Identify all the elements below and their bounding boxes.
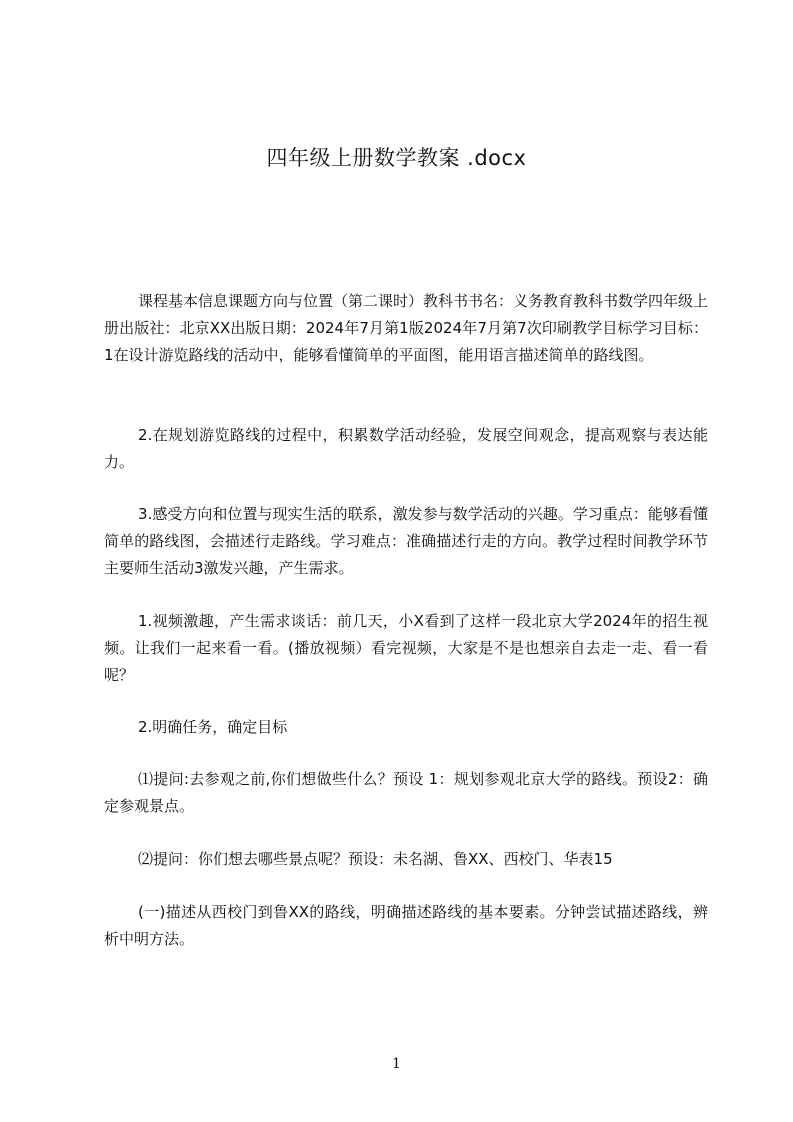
- paragraph-objective-2: 2.在规划游览路线的过程中，积累数学活动经验，发展空间观念，提高观察与表达能力。: [104, 426, 708, 471]
- paragraph-video-intro: 1.视频激趣，产生需求谈话：前几天，小X看到了这样一段北京大学2024年的招生视频。让我们一起来看一看。(播放视频）看完视频，大家是不是也想亲自去走一走、看一看呢？: [104, 612, 708, 684]
- document-title: 四年级上册数学教案 .docx: [266, 146, 527, 170]
- paragraph-route-description: (一)描述从西校门到鲁XX的路线，明确描述路线的基本要素。分钟尝试描述路线，辨析中明方法。: [104, 903, 708, 948]
- paragraph-task-heading: 2.明确任务，确定目标: [138, 718, 288, 736]
- paragraph-question-1: ⑴提问:去参观之前,你们想做些什么？预设 1：规划参观北京大学的路线。预设2：确定参观景点。: [104, 770, 708, 815]
- paragraph-question-2: ⑵提问：你们想去哪些景点呢？预设：未名湖、鲁XX、西校门、华表15: [138, 850, 613, 868]
- page-number: 1: [392, 1056, 401, 1072]
- paragraph-course-info: 课程基本信息课题方向与位置（第二课时）教科书书名：义务教育教科书数学四年级上册出版社：北京XX出版日期：2024年7月第1版2024年7月第7次印刷教学目标学习目标：1在设计游览路线的活动中，能够看懂简单的平面图，能用语言描述简单的路线图。: [104, 292, 709, 364]
- paragraph-objective-3: 3.感受方向和位置与现实生活的联系，激发参与数学活动的兴趣。学习重点：能够看懂简单的路线图，会描述行走路线。学习难点：准确描述行走的方向。教学过程时间教学环节主要师生活动3激发兴趣，产生需求。: [104, 505, 708, 577]
